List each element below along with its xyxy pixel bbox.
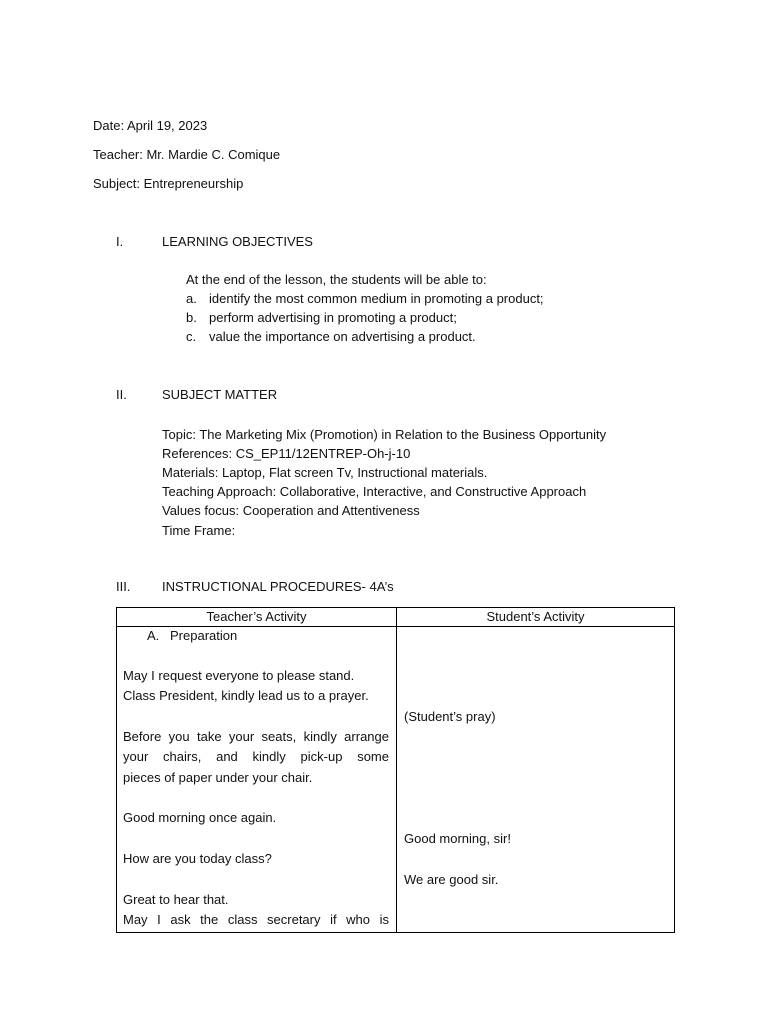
student-activity-header: Student’s Activity [397,608,675,627]
objective-marker: c. [186,329,197,344]
objective-item: perform advertising in promoting a product; [209,310,457,325]
teacher-line: Good morning once again. [123,810,277,825]
section-1-numeral: I. [116,234,124,249]
student-activity-cell [397,627,675,933]
teacher-line: May I ask the class secretary if who is [123,912,389,927]
teacher-activity-header: Teacher’s Activity [117,608,397,627]
objectives-intro: At the end of the lesson, the students will be able to: [186,272,487,287]
objective-marker: a. [186,291,197,306]
student-line: (Student’s pray) [404,709,496,724]
section-2-numeral: II. [116,387,127,402]
subject-matter-time-frame: Time Frame: [162,523,236,538]
subject-line: Subject: Entrepreneurship [93,176,244,191]
teacher-line: your chairs, and kindly pick-up some [123,749,389,764]
teacher-activity-cell [117,627,397,933]
objective-item: identify the most common medium in promoting a product; [209,291,544,306]
objective-item: value the importance on advertising a product. [209,329,476,344]
objective-marker: b. [186,310,197,325]
teacher-line: Great to hear that. [123,892,229,907]
teacher-line: Before you take your seats, kindly arrange [123,729,389,744]
teacher-line: How are you today class? [123,851,272,866]
step-title: Preparation [170,628,238,643]
student-line: We are good sir. [404,872,499,887]
date-line: Date: April 19, 2023 [93,118,208,133]
section-2-title: SUBJECT MATTER [162,387,278,402]
section-3-numeral: III. [116,579,131,594]
subject-matter-references: References: CS_EP11/12ENTREP-Oh-j-10 [162,446,411,461]
subject-matter-values: Values focus: Cooperation and Attentiveness [162,503,420,518]
subject-matter-topic: Topic: The Marketing Mix (Promotion) in Relation to the Business Opportunity [162,427,607,442]
teacher-line: Class President, kindly lead us to a prayer. [123,688,369,703]
step-marker: A. [147,628,160,643]
section-1-title: LEARNING OBJECTIVES [162,234,313,249]
teacher-line: pieces of paper under your chair. [123,770,313,785]
teacher-line: May I request everyone to please stand. [123,668,355,683]
section-3-title: INSTRUCTIONAL PROCEDURES- 4A’s [162,579,394,594]
teacher-line: Teacher: Mr. Mardie C. Comique [93,147,281,162]
subject-matter-approach: Teaching Approach: Collaborative, Interactive, and Constructive Approach [162,484,587,499]
student-line: Good morning, sir! [404,831,511,846]
procedures-table [116,607,675,933]
subject-matter-materials: Materials: Laptop, Flat screen Tv, Instructional materials. [162,465,488,480]
